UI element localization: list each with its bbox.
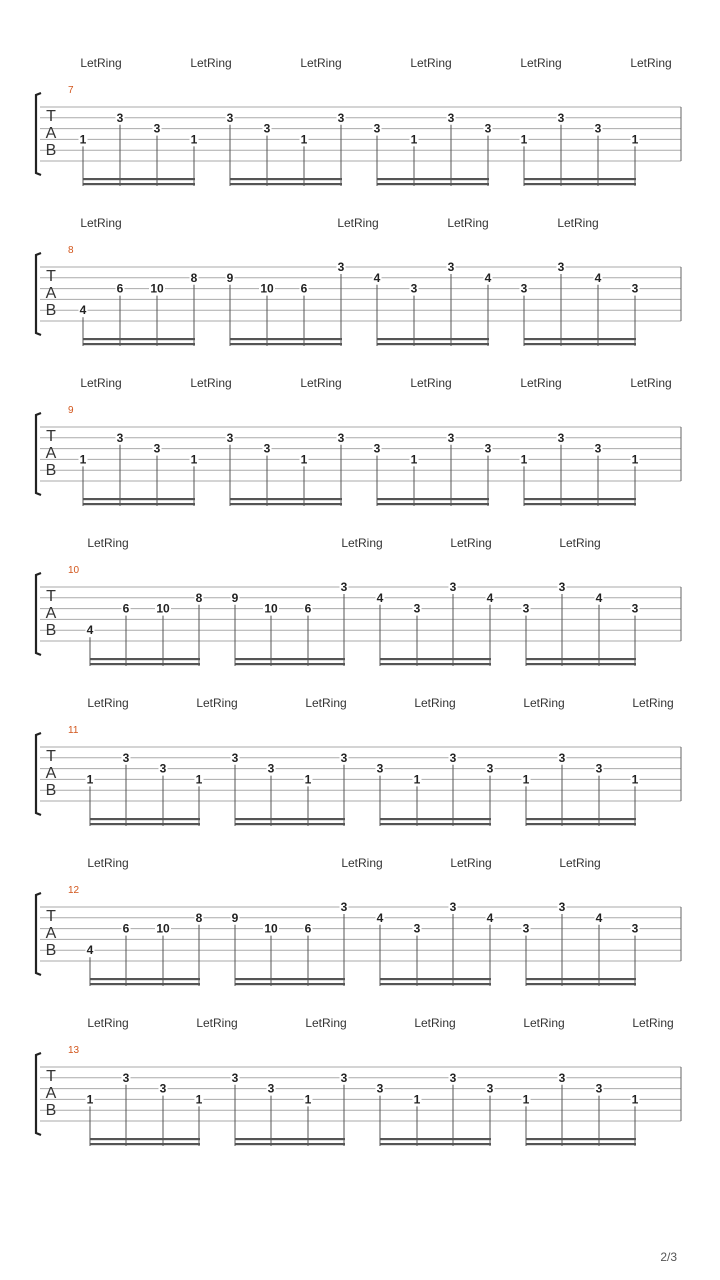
- let-ring-label: LetRing: [87, 1016, 129, 1030]
- tab-clef-letter: T: [46, 748, 56, 765]
- beam: [90, 1143, 200, 1145]
- fret-number: 10: [264, 601, 278, 616]
- fret-number: 1: [522, 1092, 530, 1107]
- let-ring-label: LetRing: [559, 536, 601, 550]
- beam: [526, 978, 636, 980]
- let-ring-label: LetRing: [410, 56, 452, 70]
- fret-number: 3: [558, 580, 566, 594]
- beam: [377, 183, 489, 185]
- measure-number: 7: [68, 85, 74, 96]
- beam: [526, 1143, 636, 1145]
- beam: [380, 823, 491, 825]
- beam: [526, 983, 636, 985]
- fret-number: 4: [86, 943, 94, 958]
- beam: [235, 1143, 345, 1145]
- tab-system-10: [36, 536, 681, 666]
- fret-number: 3: [631, 921, 639, 936]
- let-ring-label: LetRing: [630, 376, 672, 390]
- fret-number: 4: [595, 910, 603, 925]
- let-ring-label: LetRing: [557, 216, 599, 230]
- tab-clef-letter: T: [46, 1068, 56, 1085]
- fret-number: 3: [594, 121, 602, 136]
- beam: [524, 183, 636, 185]
- fret-number: 3: [486, 1081, 494, 1096]
- fret-number: 4: [376, 910, 384, 925]
- fret-number: 3: [340, 900, 348, 914]
- tab-clef-letter: A: [45, 1085, 57, 1102]
- beam: [377, 338, 489, 340]
- tab-clef-letter: T: [46, 268, 56, 285]
- let-ring-label: LetRing: [520, 376, 562, 390]
- let-ring-label: LetRing: [305, 1016, 347, 1030]
- fret-number: 1: [631, 132, 639, 147]
- fret-number: 6: [122, 601, 130, 616]
- fret-number: 3: [558, 1070, 566, 1085]
- beam: [380, 978, 491, 980]
- fret-number: 1: [300, 132, 308, 147]
- tab-clef-letter: A: [45, 445, 57, 462]
- fret-number: 3: [520, 281, 528, 296]
- fret-number: 4: [86, 623, 94, 638]
- fret-number: 4: [79, 303, 87, 318]
- fret-number: 3: [558, 900, 566, 914]
- beam: [235, 983, 345, 985]
- let-ring-label: LetRing: [87, 696, 129, 710]
- let-ring-label: LetRing: [414, 696, 456, 710]
- page-number: 2/3: [660, 1250, 677, 1264]
- system-bracket: [36, 413, 41, 495]
- measure-number: 13: [68, 1045, 80, 1056]
- let-ring-label: LetRing: [190, 376, 232, 390]
- fret-number: 4: [486, 910, 494, 925]
- tab-clef-letter: A: [45, 605, 57, 622]
- let-ring-label: LetRing: [632, 696, 674, 710]
- measure-number: 9: [68, 405, 74, 416]
- tab-clef-letter: B: [45, 302, 57, 319]
- beam: [83, 343, 195, 345]
- fret-number: 3: [447, 110, 455, 125]
- fret-number: 3: [226, 110, 234, 125]
- fret-number: 3: [410, 281, 418, 296]
- let-ring-label: LetRing: [196, 1016, 238, 1030]
- fret-number: 1: [520, 452, 528, 467]
- beam: [377, 498, 489, 500]
- fret-number: 3: [595, 761, 603, 776]
- beam: [90, 1138, 200, 1140]
- fret-number: 1: [631, 772, 639, 787]
- fret-number: 4: [595, 590, 603, 605]
- tab-system-8: [36, 216, 681, 346]
- fret-number: 1: [522, 772, 530, 787]
- tab-clef-letter: B: [45, 1102, 57, 1119]
- let-ring-label: LetRing: [450, 856, 492, 870]
- fret-number: 3: [159, 761, 167, 776]
- fret-number: 3: [631, 601, 639, 616]
- tab-system-13: [36, 1016, 681, 1146]
- system-bracket: [36, 93, 41, 175]
- fret-number: 3: [263, 441, 271, 456]
- let-ring-label: LetRing: [523, 1016, 565, 1030]
- beam: [90, 663, 200, 665]
- fret-number: 3: [449, 750, 457, 765]
- fret-number: 4: [376, 590, 384, 605]
- beam: [83, 503, 195, 505]
- let-ring-label: LetRing: [523, 696, 565, 710]
- fret-number: 9: [231, 590, 239, 605]
- fret-number: 1: [410, 132, 418, 147]
- beam: [526, 658, 636, 660]
- fret-number: 3: [594, 441, 602, 456]
- fret-number: 3: [484, 441, 492, 456]
- fret-number: 3: [116, 110, 124, 125]
- fret-number: 8: [190, 270, 198, 285]
- let-ring-label: LetRing: [414, 1016, 456, 1030]
- fret-number: 10: [260, 281, 274, 296]
- fret-number: 6: [122, 921, 130, 936]
- beam: [230, 178, 342, 180]
- beam: [235, 1138, 345, 1140]
- fret-number: 1: [413, 772, 421, 787]
- fret-number: 1: [79, 132, 87, 147]
- fret-number: 1: [304, 772, 312, 787]
- tab-clef-letter: B: [45, 622, 57, 639]
- beam: [380, 1138, 491, 1140]
- beam: [230, 338, 342, 340]
- fret-number: 3: [376, 761, 384, 776]
- fret-number: 1: [631, 1092, 639, 1107]
- fret-number: 3: [373, 121, 381, 136]
- beam: [380, 658, 491, 660]
- fret-number: 4: [486, 590, 494, 605]
- fret-number: 1: [195, 772, 203, 787]
- tab-clef-letter: A: [45, 285, 57, 302]
- beam: [235, 658, 345, 660]
- let-ring-label: LetRing: [80, 56, 122, 70]
- tab-clef-letter: B: [45, 462, 57, 479]
- tab-clef-letter: B: [45, 782, 57, 799]
- beam: [526, 663, 636, 665]
- beam: [380, 818, 491, 820]
- let-ring-label: LetRing: [196, 696, 238, 710]
- let-ring-label: LetRing: [632, 1016, 674, 1030]
- fret-number: 3: [522, 601, 530, 616]
- beam: [524, 178, 636, 180]
- system-bracket: [36, 573, 41, 655]
- tab-system-9: [36, 376, 681, 506]
- beam: [380, 663, 491, 665]
- fret-number: 3: [122, 1070, 130, 1085]
- fret-number: 3: [340, 1070, 348, 1085]
- let-ring-label: LetRing: [410, 376, 452, 390]
- beam: [377, 503, 489, 505]
- tab-system-12: [36, 856, 681, 986]
- tab-clef-letter: B: [45, 142, 57, 159]
- beam: [90, 658, 200, 660]
- fret-number: 1: [413, 1092, 421, 1107]
- fret-number: 3: [153, 441, 161, 456]
- beam: [83, 498, 195, 500]
- let-ring-label: LetRing: [447, 216, 489, 230]
- measure-number: 10: [68, 565, 80, 576]
- beam: [377, 178, 489, 180]
- fret-number: 6: [300, 281, 308, 296]
- fret-number: 9: [231, 910, 239, 925]
- fret-number: 10: [264, 921, 278, 936]
- fret-number: 3: [557, 110, 565, 125]
- fret-number: 10: [156, 921, 170, 936]
- fret-number: 3: [267, 1081, 275, 1096]
- fret-number: 4: [484, 270, 492, 285]
- beam: [524, 503, 636, 505]
- fret-number: 1: [190, 132, 198, 147]
- beam: [90, 978, 200, 980]
- let-ring-label: LetRing: [341, 536, 383, 550]
- let-ring-label: LetRing: [520, 56, 562, 70]
- fret-number: 3: [337, 260, 345, 274]
- tab-clef-letter: T: [46, 588, 56, 605]
- tab-system-7: [36, 56, 681, 186]
- beam: [380, 1143, 491, 1145]
- fret-number: 3: [231, 750, 239, 765]
- let-ring-label: LetRing: [450, 536, 492, 550]
- fret-number: 1: [86, 772, 94, 787]
- let-ring-label: LetRing: [80, 376, 122, 390]
- beam: [524, 338, 636, 340]
- fret-number: 3: [449, 580, 457, 594]
- fret-number: 3: [122, 750, 130, 765]
- beam: [83, 183, 195, 185]
- fret-number: 3: [263, 121, 271, 136]
- fret-number: 1: [631, 452, 639, 467]
- beam: [83, 338, 195, 340]
- let-ring-label: LetRing: [559, 856, 601, 870]
- fret-number: 3: [449, 900, 457, 914]
- beam: [380, 983, 491, 985]
- fret-number: 3: [447, 260, 455, 274]
- fret-number: 6: [304, 921, 312, 936]
- fret-number: 1: [86, 1092, 94, 1107]
- let-ring-label: LetRing: [300, 376, 342, 390]
- fret-number: 3: [557, 430, 565, 445]
- fret-number: 3: [447, 430, 455, 445]
- system-bracket: [36, 1053, 41, 1135]
- fret-number: 1: [304, 1092, 312, 1107]
- beam: [83, 178, 195, 180]
- fret-number: 3: [337, 430, 345, 445]
- fret-number: 3: [153, 121, 161, 136]
- fret-number: 3: [449, 1070, 457, 1085]
- measure-number: 12: [68, 885, 80, 896]
- measure-number: 11: [68, 725, 79, 736]
- beam: [230, 503, 342, 505]
- tab-system-11: [36, 696, 681, 826]
- fret-number: 1: [410, 452, 418, 467]
- tab-clef-letter: A: [45, 765, 57, 782]
- fret-number: 6: [304, 601, 312, 616]
- fret-number: 3: [340, 750, 348, 765]
- fret-number: 3: [337, 110, 345, 125]
- beam: [524, 498, 636, 500]
- fret-number: 3: [631, 281, 639, 296]
- beam: [526, 823, 636, 825]
- fret-number: 3: [558, 750, 566, 765]
- fret-number: 1: [300, 452, 308, 467]
- fret-number: 4: [594, 270, 602, 285]
- beam: [90, 818, 200, 820]
- tab-clef-letter: B: [45, 942, 57, 959]
- beam: [230, 343, 342, 345]
- tab-clef-letter: A: [45, 925, 57, 942]
- tab-clef-letter: T: [46, 108, 56, 125]
- beam: [524, 343, 636, 345]
- fret-number: 3: [413, 601, 421, 616]
- measure-number: 8: [68, 245, 74, 256]
- beam: [230, 498, 342, 500]
- tab-clef-letter: A: [45, 125, 57, 142]
- fret-number: 6: [116, 281, 124, 296]
- let-ring-label: LetRing: [305, 696, 347, 710]
- fret-number: 1: [79, 452, 87, 467]
- fret-number: 3: [116, 430, 124, 445]
- fret-number: 1: [195, 1092, 203, 1107]
- system-bracket: [36, 893, 41, 975]
- let-ring-label: LetRing: [300, 56, 342, 70]
- let-ring-label: LetRing: [80, 216, 122, 230]
- fret-number: 10: [150, 281, 164, 296]
- fret-number: 10: [156, 601, 170, 616]
- beam: [526, 1138, 636, 1140]
- fret-number: 8: [195, 590, 203, 605]
- fret-number: 3: [557, 260, 565, 274]
- fret-number: 3: [159, 1081, 167, 1096]
- beam: [90, 823, 200, 825]
- beam: [235, 978, 345, 980]
- beam: [235, 663, 345, 665]
- let-ring-label: LetRing: [341, 856, 383, 870]
- tab-clef-letter: T: [46, 428, 56, 445]
- beam: [377, 343, 489, 345]
- fret-number: 3: [267, 761, 275, 776]
- fret-number: 3: [373, 441, 381, 456]
- fret-number: 1: [520, 132, 528, 147]
- let-ring-label: LetRing: [87, 856, 129, 870]
- fret-number: 8: [195, 910, 203, 925]
- fret-number: 3: [484, 121, 492, 136]
- tab-clef-letter: T: [46, 908, 56, 925]
- fret-number: 3: [595, 1081, 603, 1096]
- let-ring-label: LetRing: [87, 536, 129, 550]
- fret-number: 9: [226, 270, 234, 285]
- fret-number: 3: [231, 1070, 239, 1085]
- fret-number: 3: [226, 430, 234, 445]
- fret-number: 1: [190, 452, 198, 467]
- system-bracket: [36, 253, 41, 335]
- fret-number: 4: [373, 270, 381, 285]
- fret-number: 3: [413, 921, 421, 936]
- beam: [526, 818, 636, 820]
- fret-number: 3: [376, 1081, 384, 1096]
- let-ring-label: LetRing: [630, 56, 672, 70]
- fret-number: 3: [486, 761, 494, 776]
- fret-number: 3: [340, 580, 348, 594]
- fret-number: 3: [522, 921, 530, 936]
- beam: [230, 183, 342, 185]
- beam: [235, 818, 345, 820]
- beam: [90, 983, 200, 985]
- let-ring-label: LetRing: [337, 216, 379, 230]
- system-bracket: [36, 733, 41, 815]
- beam: [235, 823, 345, 825]
- let-ring-label: LetRing: [190, 56, 232, 70]
